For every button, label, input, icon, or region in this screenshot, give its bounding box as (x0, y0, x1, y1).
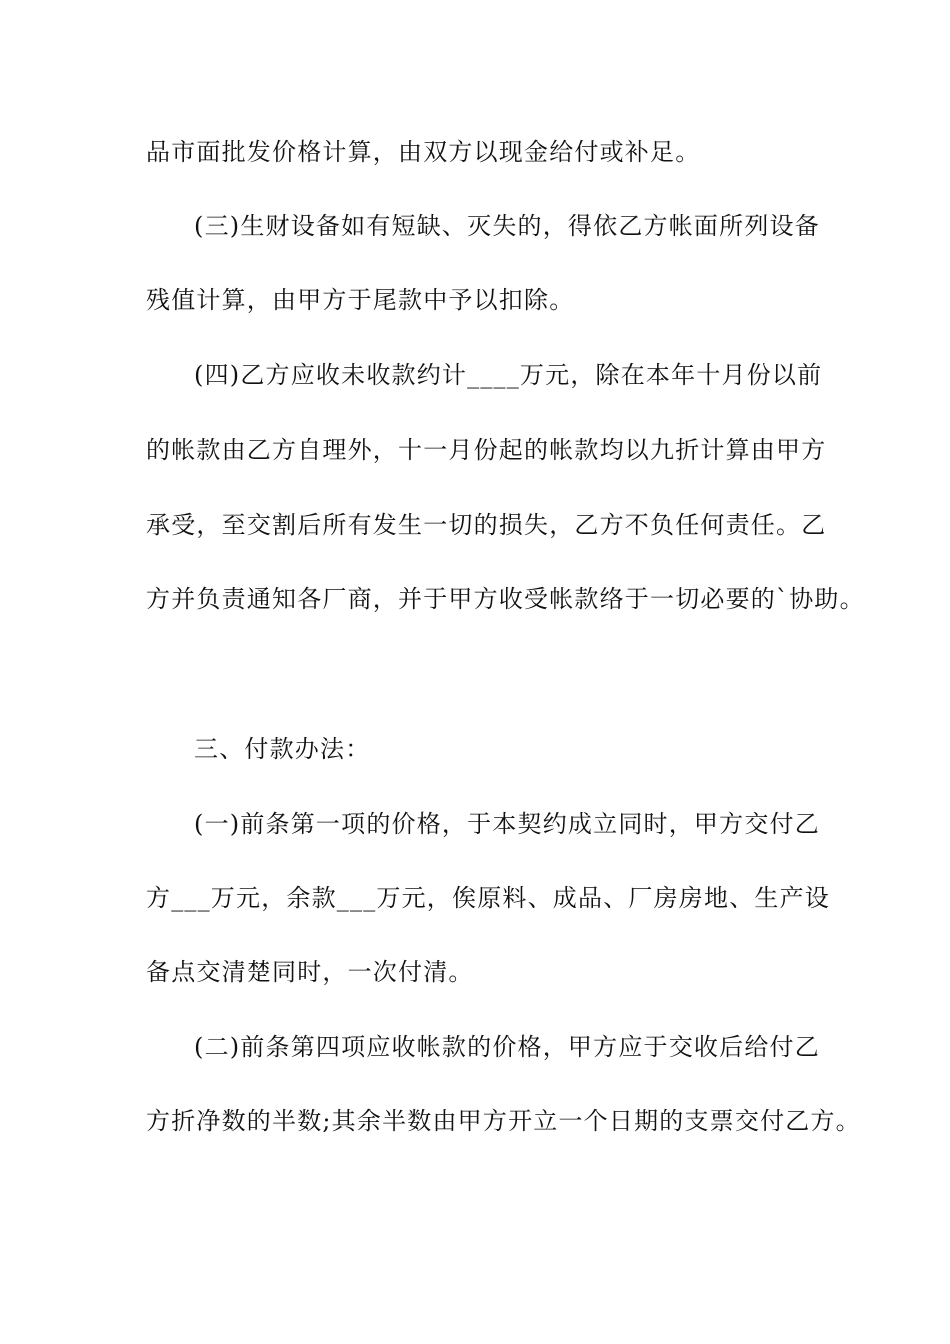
text-line-12: (二)前条第四项应收帐款的价格，甲方应于交收后给付乙 (194, 1033, 820, 1061)
text-line-6: 承受，至交割后所有发生一切的损失，乙方不负任何责任。乙 (146, 511, 827, 539)
text-line-1: 品市面批发价格计算，由双方以现金给付或补足。 (146, 138, 701, 166)
text-line-2: (三)生财设备如有短缺、灭失的，得依乙方帐面所列设备 (194, 212, 820, 240)
section-heading: 三、付款办法： (194, 735, 371, 763)
text-line-5: 的帐款由乙方自理外，十一月份起的帐款均以九折计算由甲方 (146, 436, 827, 464)
text-line-9: (一)前条第一项的价格，于本契约成立同时，甲方交付乙 (194, 810, 820, 838)
text-line-13: 方折净数的半数;其余半数由甲方开立一个日期的支票交付乙方。 (146, 1107, 861, 1135)
text-line-4: (四)乙方应收未收款约计____万元，除在本年十月份以前 (194, 361, 823, 389)
text-line-3: 残值计算，由甲方于尾款中予以扣除。 (146, 286, 575, 314)
text-line-10: 方___万元，余款___万元，俟原料、成品、厂房房地、生产设 (146, 884, 830, 912)
text-line-11: 备点交清楚同时，一次付清。 (146, 958, 474, 986)
text-line-7: 方并负责通知各厂商，并于甲方收受帐款络于一切必要的`协助。 (146, 585, 865, 613)
